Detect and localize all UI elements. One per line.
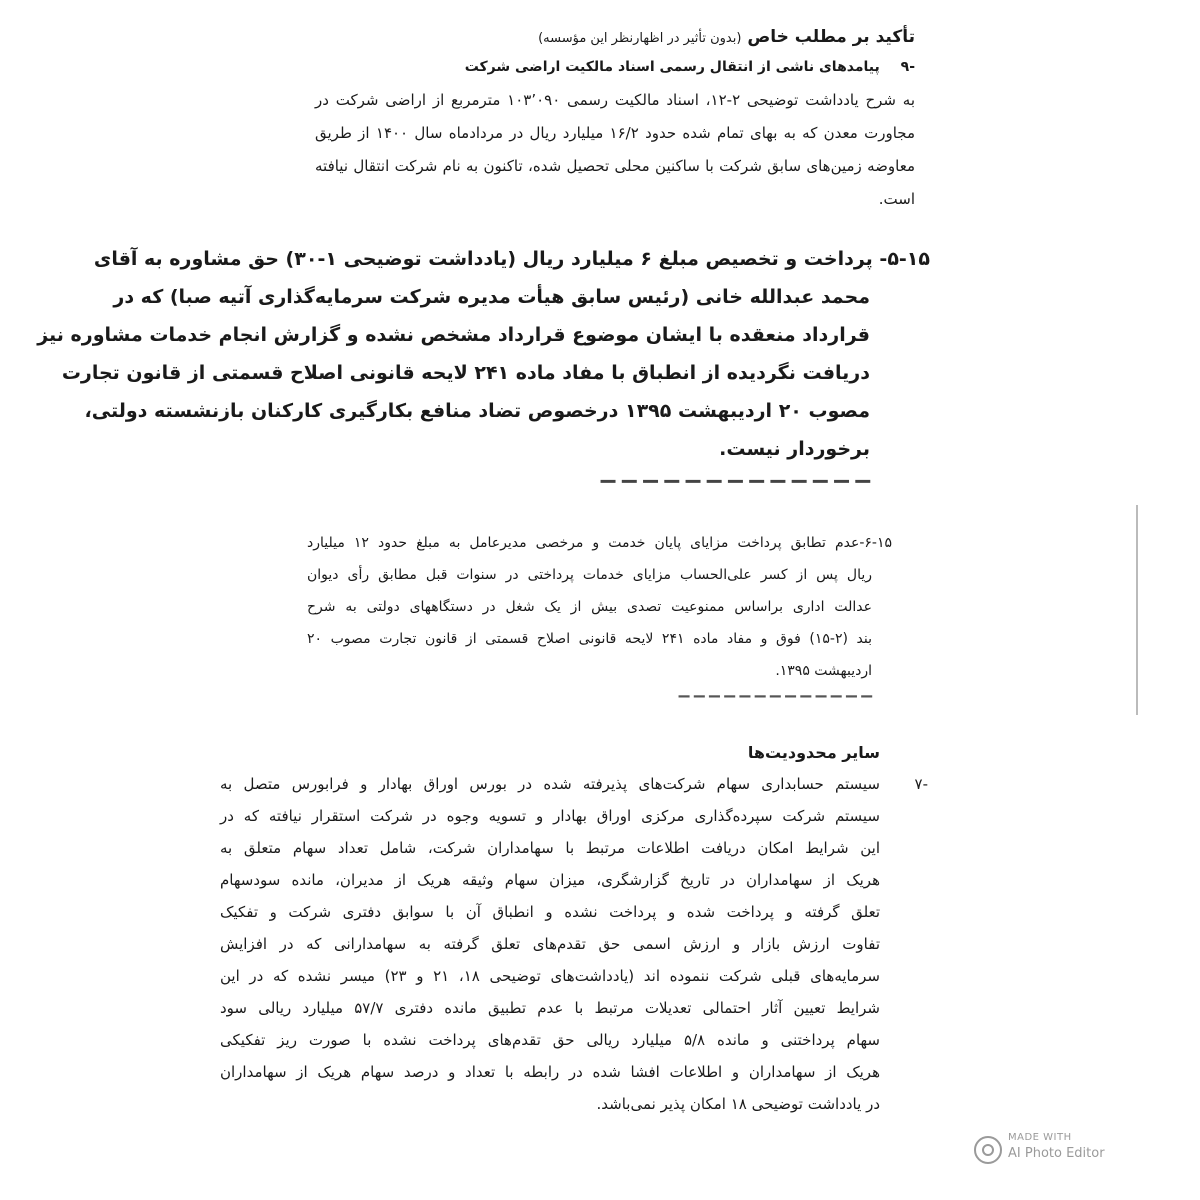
paragraph-line: این شرایط امکان دریافت اطلاعات مرتبط با سهامداران شرکت، شامل تعداد سهام متعلق به	[220, 839, 880, 857]
paragraph-line: اردیبهشت ۱۳۹۵.	[775, 663, 872, 679]
paragraph-line: دریافت نگردیده از انطباق با مفاد ماده ۲۴۱ لایحه قانونی اصلاح قسمتی از قانون تجارت	[61, 362, 870, 384]
heading-aside: (بدون تأثیر در اظهارنظر این مؤسسه)	[538, 31, 742, 46]
pasted-strip-edge	[1136, 505, 1138, 715]
item-number: -۷	[914, 775, 928, 793]
paragraph-line: سرمایه‌های قبلی شرکت ننموده اند (یادداشت‌های توضیحی ۱۸، ۲۱ و ۲۳) میسر نشده که در این	[220, 967, 880, 985]
paragraph-line: برخوردار نیست.	[719, 438, 870, 460]
paragraph-line: عدالت اداری براساس ممنوعیت تصدی بیش از یک شغل در دستگاههای دولتی به شرح	[307, 599, 872, 615]
watermark	[974, 1134, 1154, 1174]
paragraph-line: در یادداشت توضیحی ۱۸ امکان پذیر نمی‌باشد.	[596, 1095, 880, 1113]
paragraph-line: مصوب ۲۰ اردیبهشت ۱۳۹۵ درخصوص تضاد منافع بکارگیری کارکنان بازنشسته دولتی،	[84, 400, 870, 422]
clause-6-15	[307, 527, 892, 699]
watermark-line-1: MADE WITH	[1008, 1132, 1072, 1143]
item-title-text: پیامدهای ناشی از انتقال رسمی اسناد مالکیت اراضی شرکت	[464, 59, 880, 75]
emphasis-section	[275, 22, 915, 216]
paragraph	[220, 768, 928, 1120]
paragraph-line: قرارداد منعقده با ایشان موضوع قرارداد مشخص نشده و گزارش انجام خدمات مشاوره نیز	[37, 324, 870, 346]
paragraph-line: ریال پس از کسر علی‌الحساب مزایای خدمات پرداختی در سنوات قبل مطابق رأی دیوان	[307, 567, 872, 583]
cropped-line: ▁ ▁ ▁ ▁ ▁ ▁ ▁ ▁ ▁ ▁ ▁ ▁ ▁	[678, 682, 872, 698]
heading-text: تأکید بر مطلب خاص	[747, 27, 915, 47]
paragraph-line: به شرح یادداشت توضیحی ۲-۱۲، اسناد مالکیت رسمی ۱۰۳٬۰۹۰ مترمربع از اراضی شرکت در	[315, 91, 915, 109]
paragraph-line: ۵-۱۵- پرداخت و تخصیص مبلغ ۶ میلیارد ریال (یادداشت توضیحی ۱-۳۰) حق مشاوره به آقای	[93, 248, 930, 270]
paragraph-line: سیستم شرکت سپرده‌گذاری مرکزی اوراق بهادار و تسویه وجوه در شرکت استقرار نیافته که در	[220, 807, 880, 825]
paragraph-line: هریک از سهامداران و اطلاعات افشا شده در رابطه با تعداد و درصد سهام هریک از سهامداران	[220, 1063, 880, 1081]
item-number: -۹	[900, 59, 915, 75]
paragraph-line: ۶-۱۵-عدم تطابق پرداخت مزایای پایان خدمت و مرخصی مدیرعامل به مبلغ حدود ۱۲ میلیارد	[307, 535, 893, 551]
paragraph-line: شرایط تعیین آثار احتمالی تعدیلات مرتبط با عدم تطبیق مانده دفتری ۵۷/۷ میلیارد ریالی سود	[220, 999, 880, 1017]
camera-lens-icon	[974, 1136, 1002, 1164]
paragraph-line: است.	[878, 190, 915, 208]
section-heading	[275, 22, 915, 54]
watermark-line-2: AI Photo Editor	[1008, 1146, 1105, 1161]
paragraph-line: معاوضه زمین‌های سابق شرکت با ساکنین محلی تحصیل شده، تاکنون به نام شرکت انتقال نیافته	[315, 157, 915, 175]
cropped-line: ▁ ▁ ▁ ▁ ▁ ▁ ▁ ▁ ▁ ▁ ▁ ▁ ▁	[600, 461, 870, 483]
paragraph-line: سیستم حسابداری سهام شرکت‌های پذیرفته شده در بورس اوراق بهادار و فرابورس متصل به	[220, 775, 880, 793]
paragraph-line: محمد عبدالله خانی (رئیس سابق هیأت مدیره شرکت سرمایه‌گذاری آتیه صبا) که در	[113, 286, 870, 308]
paragraph-line: بند (۲-۱۵) فوق و مفاد ماده ۲۴۱ لایحه قانونی اصلاح قسمتی از قانون تجارت مصوب ۲۰	[307, 631, 872, 647]
paragraph-line: تفاوت ارزش بازار و ارزش اسمی حق تقدم‌های تعلق گرفته به سهامدارانی که در افزایش	[220, 935, 880, 953]
paragraph-line: مجاورت معدن که به بهای تمام شده حدود ۱۶/۲ میلیارد ریال در مردادماه سال ۱۴۰۰ از طریق	[315, 124, 915, 142]
paragraph	[315, 84, 915, 216]
clause-5-15	[37, 240, 930, 484]
item-title	[275, 54, 915, 80]
paragraph-line: تعلق گرفته و پرداخت شده و پرداخت نشده و انطباق آن با سوابق دفتری شرکت و تفکیک	[220, 903, 880, 921]
section-heading: سایر محدودیت‌ها	[747, 743, 880, 762]
other-limitations-section	[220, 738, 928, 1120]
paragraph-line: سهام پرداختنی و مانده ۵/۸ میلیارد ریالی حق تقدم‌های پرداخت نشده با صورت ریز تفکیکی	[220, 1031, 880, 1049]
paragraph-line: هریک از سهامداران در تاریخ گزارشگری، میزان سهام وثیقه هریک از مدیران، مانده سودسهام	[220, 871, 880, 889]
